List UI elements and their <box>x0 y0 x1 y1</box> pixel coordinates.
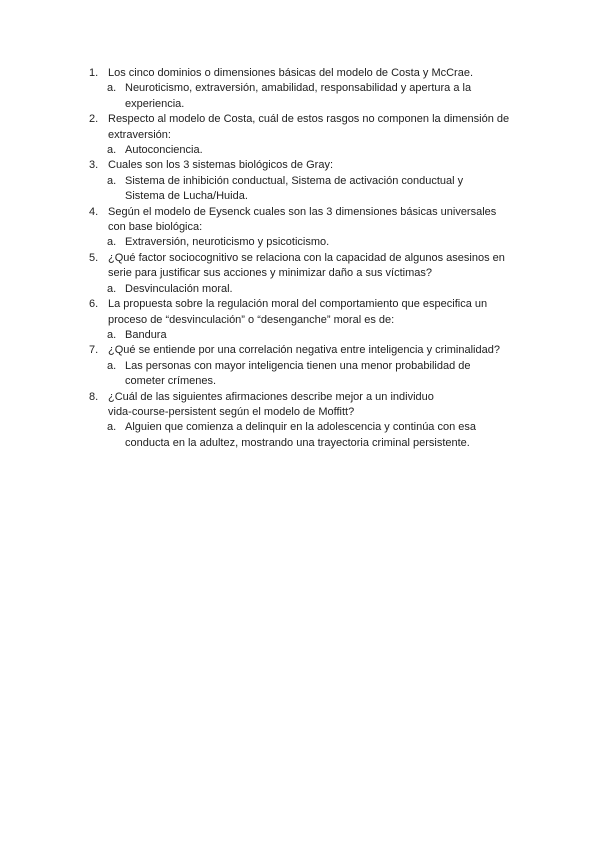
answer-letter: a. <box>107 282 117 295</box>
answer-text: Sistema de inhibición conductual, Sistema de activación conductual y Sistema de Lucha/Huida. <box>125 174 464 203</box>
answer-letter: a. <box>107 144 117 157</box>
answer-row <box>107 143 600 158</box>
question-item <box>89 66 600 112</box>
question-number: 1. <box>89 67 99 79</box>
answer-text: Desvinculación moral. <box>125 282 233 295</box>
question-item <box>89 251 600 297</box>
answer-text: Las personas con mayor inteligencia tienen una menor probabilidad de cometer crímenes. <box>125 359 471 388</box>
question-list <box>89 66 600 451</box>
answer-letter: a. <box>107 174 117 187</box>
question-item <box>89 390 600 452</box>
question-row <box>89 390 600 421</box>
question-number: 8. <box>89 390 99 403</box>
question-item <box>89 112 600 158</box>
question-row <box>89 66 600 81</box>
question-text: ¿Qué factor sociocognitivo se relaciona con la capacidad de algunos asesinos en serie para justificar sus acciones y minimizar daño a sus víctimas? <box>108 251 505 280</box>
question-number: 7. <box>89 344 99 357</box>
question-text: Los cinco dominios o dimensiones básicas del modelo de Costa y McCrae. <box>108 67 474 79</box>
question-item <box>89 297 600 343</box>
answer-letter: a. <box>107 328 117 341</box>
answer-row <box>107 328 600 343</box>
answer-letter: a. <box>107 421 117 434</box>
answer-text: Extraversión, neuroticismo y psicoticismo. <box>125 236 330 249</box>
question-row <box>89 112 600 143</box>
answer-letter: a. <box>107 359 117 372</box>
question-number: 2. <box>89 113 99 126</box>
answer-row <box>107 359 600 390</box>
question-row <box>89 343 600 358</box>
answer-row <box>107 174 600 205</box>
question-text: Cuales son los 3 sistemas biológicos de Gray: <box>108 159 333 172</box>
question-item <box>89 205 600 251</box>
answer-row <box>107 420 600 451</box>
question-number: 3. <box>89 159 99 172</box>
question-text: Según el modelo de Eysenck cuales son las 3 dimensiones básicas universales con base biológica: <box>108 205 497 234</box>
question-number: 5. <box>89 251 99 264</box>
question-item <box>89 343 600 389</box>
question-text: La propuesta sobre la regulación moral del comportamiento que especifica un proceso de “desvinculación” o “desenganche” moral es de: <box>108 298 488 326</box>
question-number: 6. <box>89 298 99 311</box>
question-item <box>89 158 600 204</box>
answer-row <box>107 81 600 112</box>
question-row <box>89 158 600 173</box>
answer-letter: a. <box>107 236 117 249</box>
question-row <box>89 251 600 282</box>
question-text: ¿Cuál de las siguientes afirmaciones describe mejor a un individuo vida-course-persistent según el modelo de Moffitt? <box>108 390 434 418</box>
question-text: ¿Qué se entiende por una correlación negativa entre inteligencia y criminalidad? <box>108 344 500 357</box>
answer-text: Autoconciencia. <box>125 144 203 157</box>
question-row <box>89 205 600 236</box>
answer-letter: a. <box>107 82 117 95</box>
answer-text: Alguien que comienza a delinquir en la adolescencia y continúa con esa conducta en la adultez, mostrando una trayectoria criminal persistente. <box>125 421 477 449</box>
question-text: Respecto al modelo de Costa, cuál de estos rasgos no componen la dimensión de extraversión: <box>108 113 510 141</box>
question-number: 4. <box>89 205 99 218</box>
question-row <box>89 297 600 328</box>
answer-row <box>107 282 600 297</box>
answer-row <box>107 235 600 250</box>
answer-text: Bandura <box>125 328 167 341</box>
answer-text: Neuroticismo, extraversión, amabilidad, responsabilidad y apertura a la experiencia. <box>125 82 472 110</box>
